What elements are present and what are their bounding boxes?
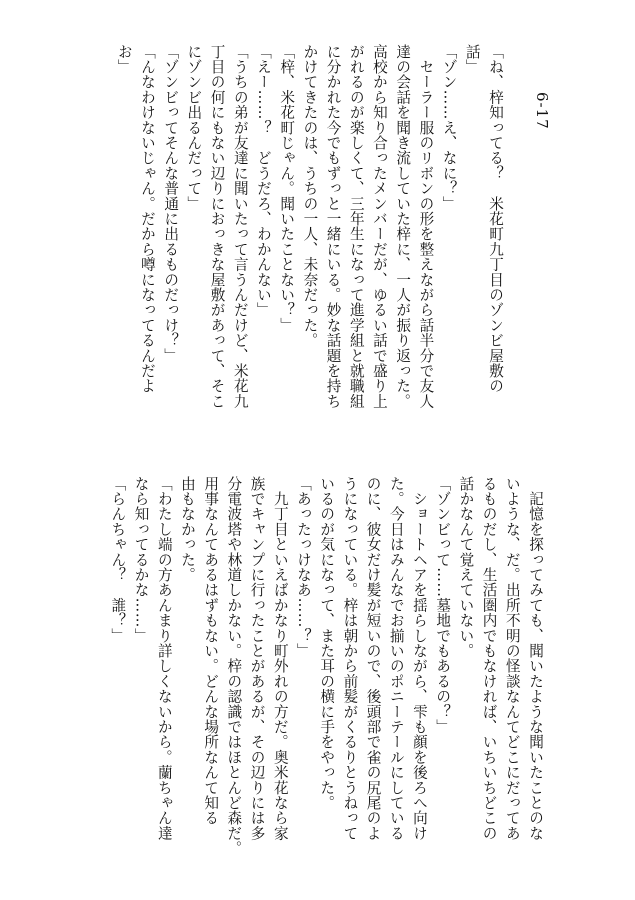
text-line: 話」 (463, 44, 481, 75)
text-line: 「えー……？ どうだろ、わかんない」 (254, 44, 272, 318)
text-line: ショートヘアを揺らしながら、雫も顔を後ろへ向け (410, 476, 428, 841)
lower-text-block (106, 476, 547, 856)
text-line: 由もなかった。 (178, 476, 196, 583)
text-line: 丁目の何にもない辺りにおっきな屋敷があって、そこ (208, 44, 226, 409)
text-line: 高校から知り合ったメンバーだが、ゆるい話で盛り上 (370, 44, 388, 409)
text-line: のに、彼女だけ髪が短いので、後頭部で雀の尻尾のよ (364, 476, 382, 841)
text-line: がれるのが楽しくて、三年生になって進学組と就職組 (347, 44, 365, 409)
upper-text-block (113, 44, 507, 424)
text-line: 「ゾンビってそんな普通に出るものだっけ？」 (162, 44, 180, 364)
text-line: た。今日はみんなでお揃いのポニーテールにしている (387, 476, 405, 841)
text-line: いような、だ。出所不明の怪談なんてどこにだってあ (503, 476, 521, 841)
text-line: 「んなわけないじゃん。だから噂になってるんだよ (138, 44, 156, 394)
text-line: 九丁目といえばかなり町外れの方だ。奥米花なら家 (271, 476, 289, 841)
text-line: 「うちの弟が友達に聞いたって言うんだけど、米花九 (231, 44, 249, 409)
text-line: 「あったっけなあ……？」 (294, 476, 312, 659)
text-line: 「ね、梓知ってる？ 米花町九丁目のゾンビ屋敷の (487, 44, 504, 394)
text-line: 「わたし端の方あんまり詳しくないから。蘭ちゃん達 (155, 476, 173, 841)
text-line: 達の会話を聞き流していた梓に、一人が振り返った。 (394, 44, 412, 409)
text-line: 用事なんてあるはずもない。どんな場所なんて知る (202, 476, 220, 826)
text-line: 記憶を探ってみても、聞いたような聞いたことのな (527, 476, 544, 841)
text-line: かけてきたのは、うちの一人、未奈だった。 (301, 44, 319, 348)
text-line: 「ゾンビって……墓地でもあるの？」 (434, 476, 452, 735)
text-line: 族でキャンプに行ったことがあるが、その辺りには多 (248, 476, 266, 841)
text-line: 「梓、米花町じゃん。聞いたことない？」 (278, 44, 296, 333)
text-line: 「らんちゃん？ 誰？」 (109, 476, 127, 644)
text-line: にゾンビ出るんだって」 (185, 44, 203, 212)
page-number: 6-17 (533, 92, 551, 130)
text-line: なら知ってるかな……」 (132, 476, 150, 644)
text-line: 分電波塔や林道しかない。梓の認識ではほとんど森だ。 (225, 476, 243, 856)
text-line: 「ゾン……え、なに？」 (440, 44, 458, 212)
text-line: お」 (115, 44, 133, 75)
text-line: いるのが気になって、また耳の横に手をやった。 (318, 476, 336, 811)
text-line: 話かなんて覚えていない。 (457, 476, 475, 659)
text-line: うになっている。梓は朝から前髪がくるりとうねって (341, 476, 359, 841)
text-line: に分かれた今でもずっと一緒にいる。妙な話題を持ち (324, 44, 342, 409)
text-line: るものだし、生活圏内でもなければ、いちいちどこの (480, 476, 498, 841)
text-line: セーラー服のリボンの形を整えながら話半分で友人 (417, 44, 435, 409)
